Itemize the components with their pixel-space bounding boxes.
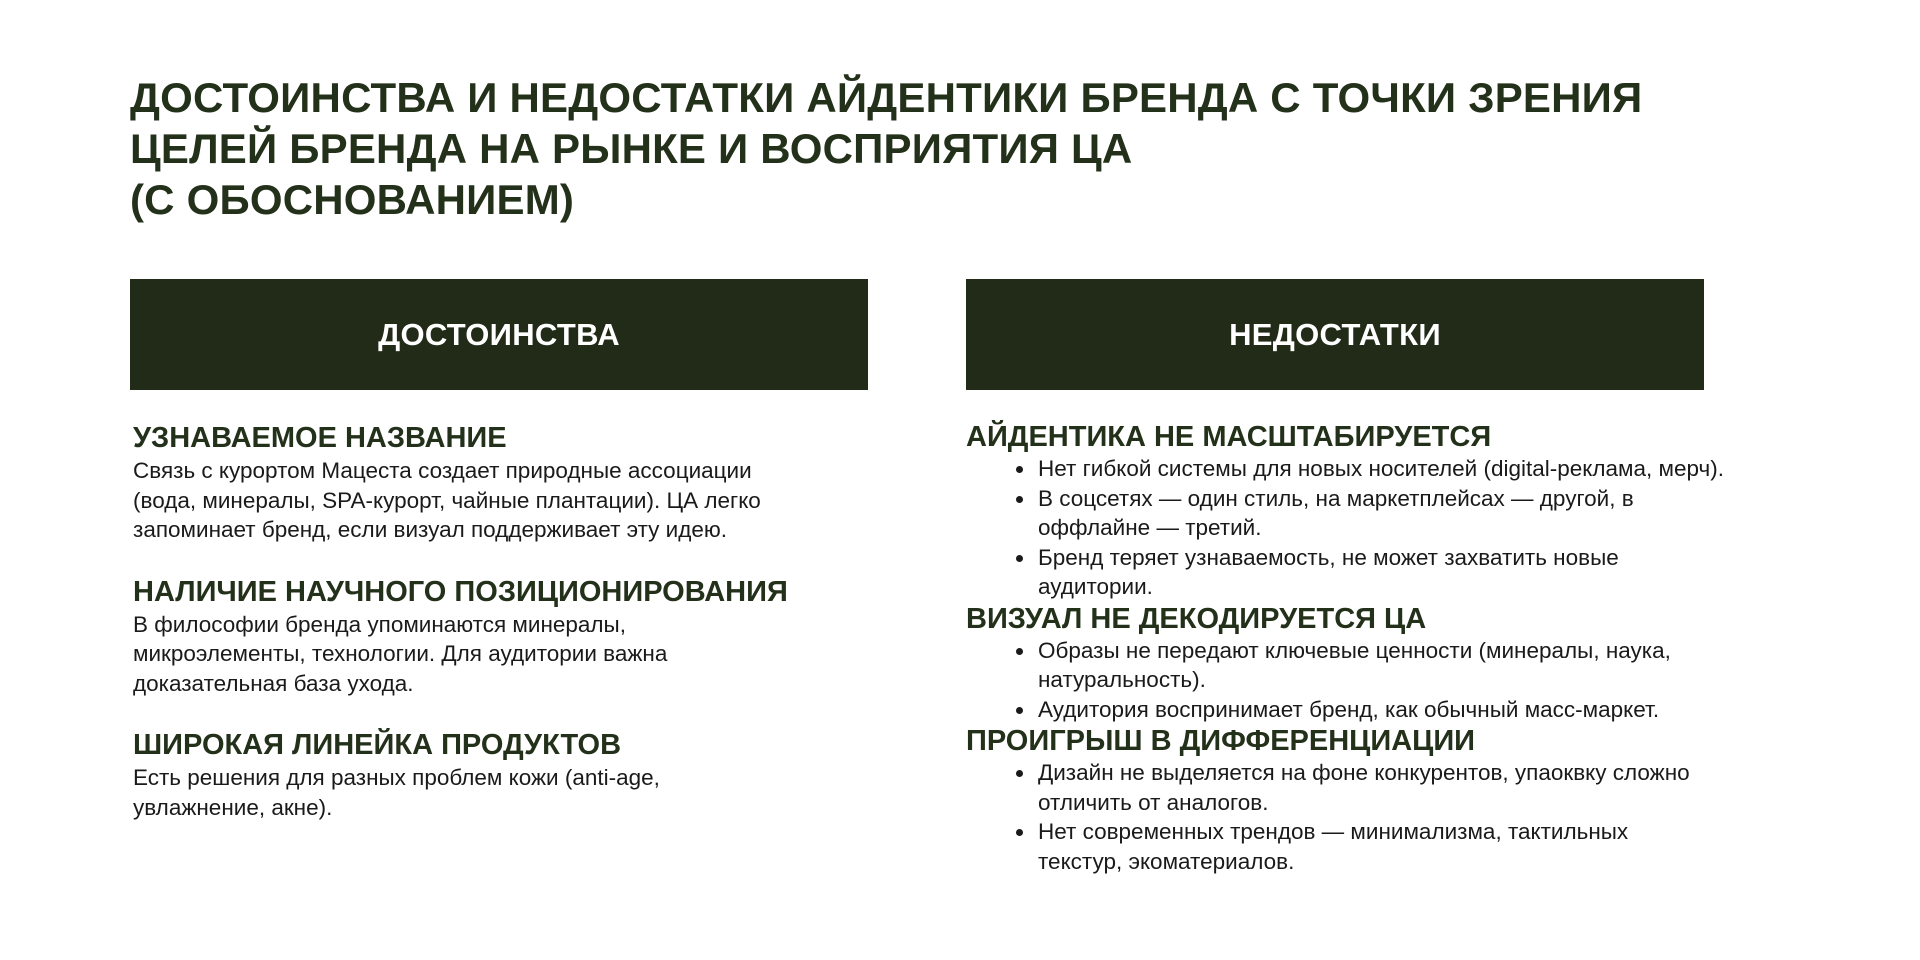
pros-section-text [133,610,893,699]
list-item [966,817,1866,876]
list-item [966,695,1866,725]
text-line: оффлайне — третий. [1038,515,1262,540]
cons-section [966,602,1866,725]
text-line: Дизайн не выделяется на фоне конкурентов, упаоквку сложно [1038,760,1690,785]
text-line: отличить от аналогов. [1038,789,1269,815]
text-line: Аудитория воспринимает бренд, как обычный масс-маркет. [1038,696,1660,722]
bullet-list [966,636,1866,725]
list-item [966,636,1866,695]
cons-section [966,420,1866,602]
list-item [966,484,1866,543]
bullet-list [966,454,1866,602]
text-line: микроэлементы, технологии. Для аудитории важна [133,641,668,666]
pros-section-title: УЗНАВАЕМОЕ НАЗВАНИЕ [133,422,507,454]
cons-section [966,724,1866,876]
text-line: Бренд теряет узнаваемость, не может захватить новые [1038,544,1619,570]
text-line: (вода, минералы, SPA-курорт, чайные плантации). ЦА легко [133,487,761,513]
pros-header: ДОСТОИНСТВА [130,279,868,390]
cons-section-title: ПРОИГРЫШ В ДИФФЕРЕНЦИАЦИИ [966,725,1476,757]
text-line: Нет современных трендов — минимализма, тактильных [1038,819,1629,844]
list-item [966,454,1866,484]
pros-section-text [133,763,893,822]
text-line: В соцсетях — один стиль, на маркетплейсах — другой, в [1038,485,1634,511]
text-line: Нет гибкой системы для новых носителей (digital-реклама, мерч). [1038,456,1724,481]
page-title-line-1: ДОСТОИНСТВА И НЕДОСТАТКИ АЙДЕНТИКИ БРЕНДА С ТОЧКИ ЗРЕНИЯ [130,74,1643,121]
pros-section-text [133,456,893,545]
pros-section [133,727,893,822]
text-line: Есть решения для разных проблем кожи (anti-age, [133,765,660,790]
text-line: В философии бренда упоминаются минералы, [133,611,626,637]
pros-section-title: НАЛИЧИЕ НАУЧНОГО ПОЗИЦИОНИРОВАНИЯ [133,575,788,608]
cons-section-title: ВИЗУАЛ НЕ ДЕКОДИРУЕТСЯ ЦА [966,602,1427,635]
text-line: Связь с курортом Мацеста создает природные ассоциации [133,458,752,483]
text-line: аудитории. [1038,574,1153,599]
pros-section [133,574,893,699]
pros-section [133,420,893,545]
list-item [966,758,1866,817]
page-title-line-3: (С ОБОСНОВАНИЕМ) [130,176,575,223]
text-line: текстур, экоматериалов. [1038,848,1295,874]
text-line: запоминает бренд, если визуал поддерживает эту идею. [133,517,728,542]
page-title [130,72,1770,225]
cons-section-title: АЙДЕНТИКА НЕ МАСШТАБИРУЕТСЯ [966,421,1492,453]
text-line: доказательная база ухода. [133,670,414,696]
pros-column [133,420,893,851]
text-line: Образы не передают ключевые ценности (минералы, наука, [1038,637,1671,663]
list-item [966,543,1866,602]
bullet-list [966,758,1866,876]
cons-column [966,420,1866,876]
cons-header: НЕДОСТАТКИ [966,279,1704,390]
text-line: натуральность). [1038,667,1206,692]
text-line: увлажнение, акне). [133,794,333,820]
page-title-line-2: ЦЕЛЕЙ БРЕНДА НА РЫНКЕ И ВОСПРИЯТИЯ ЦА [130,125,1133,172]
pros-section-title: ШИРОКАЯ ЛИНЕЙКА ПРОДУКТОВ [133,729,622,761]
